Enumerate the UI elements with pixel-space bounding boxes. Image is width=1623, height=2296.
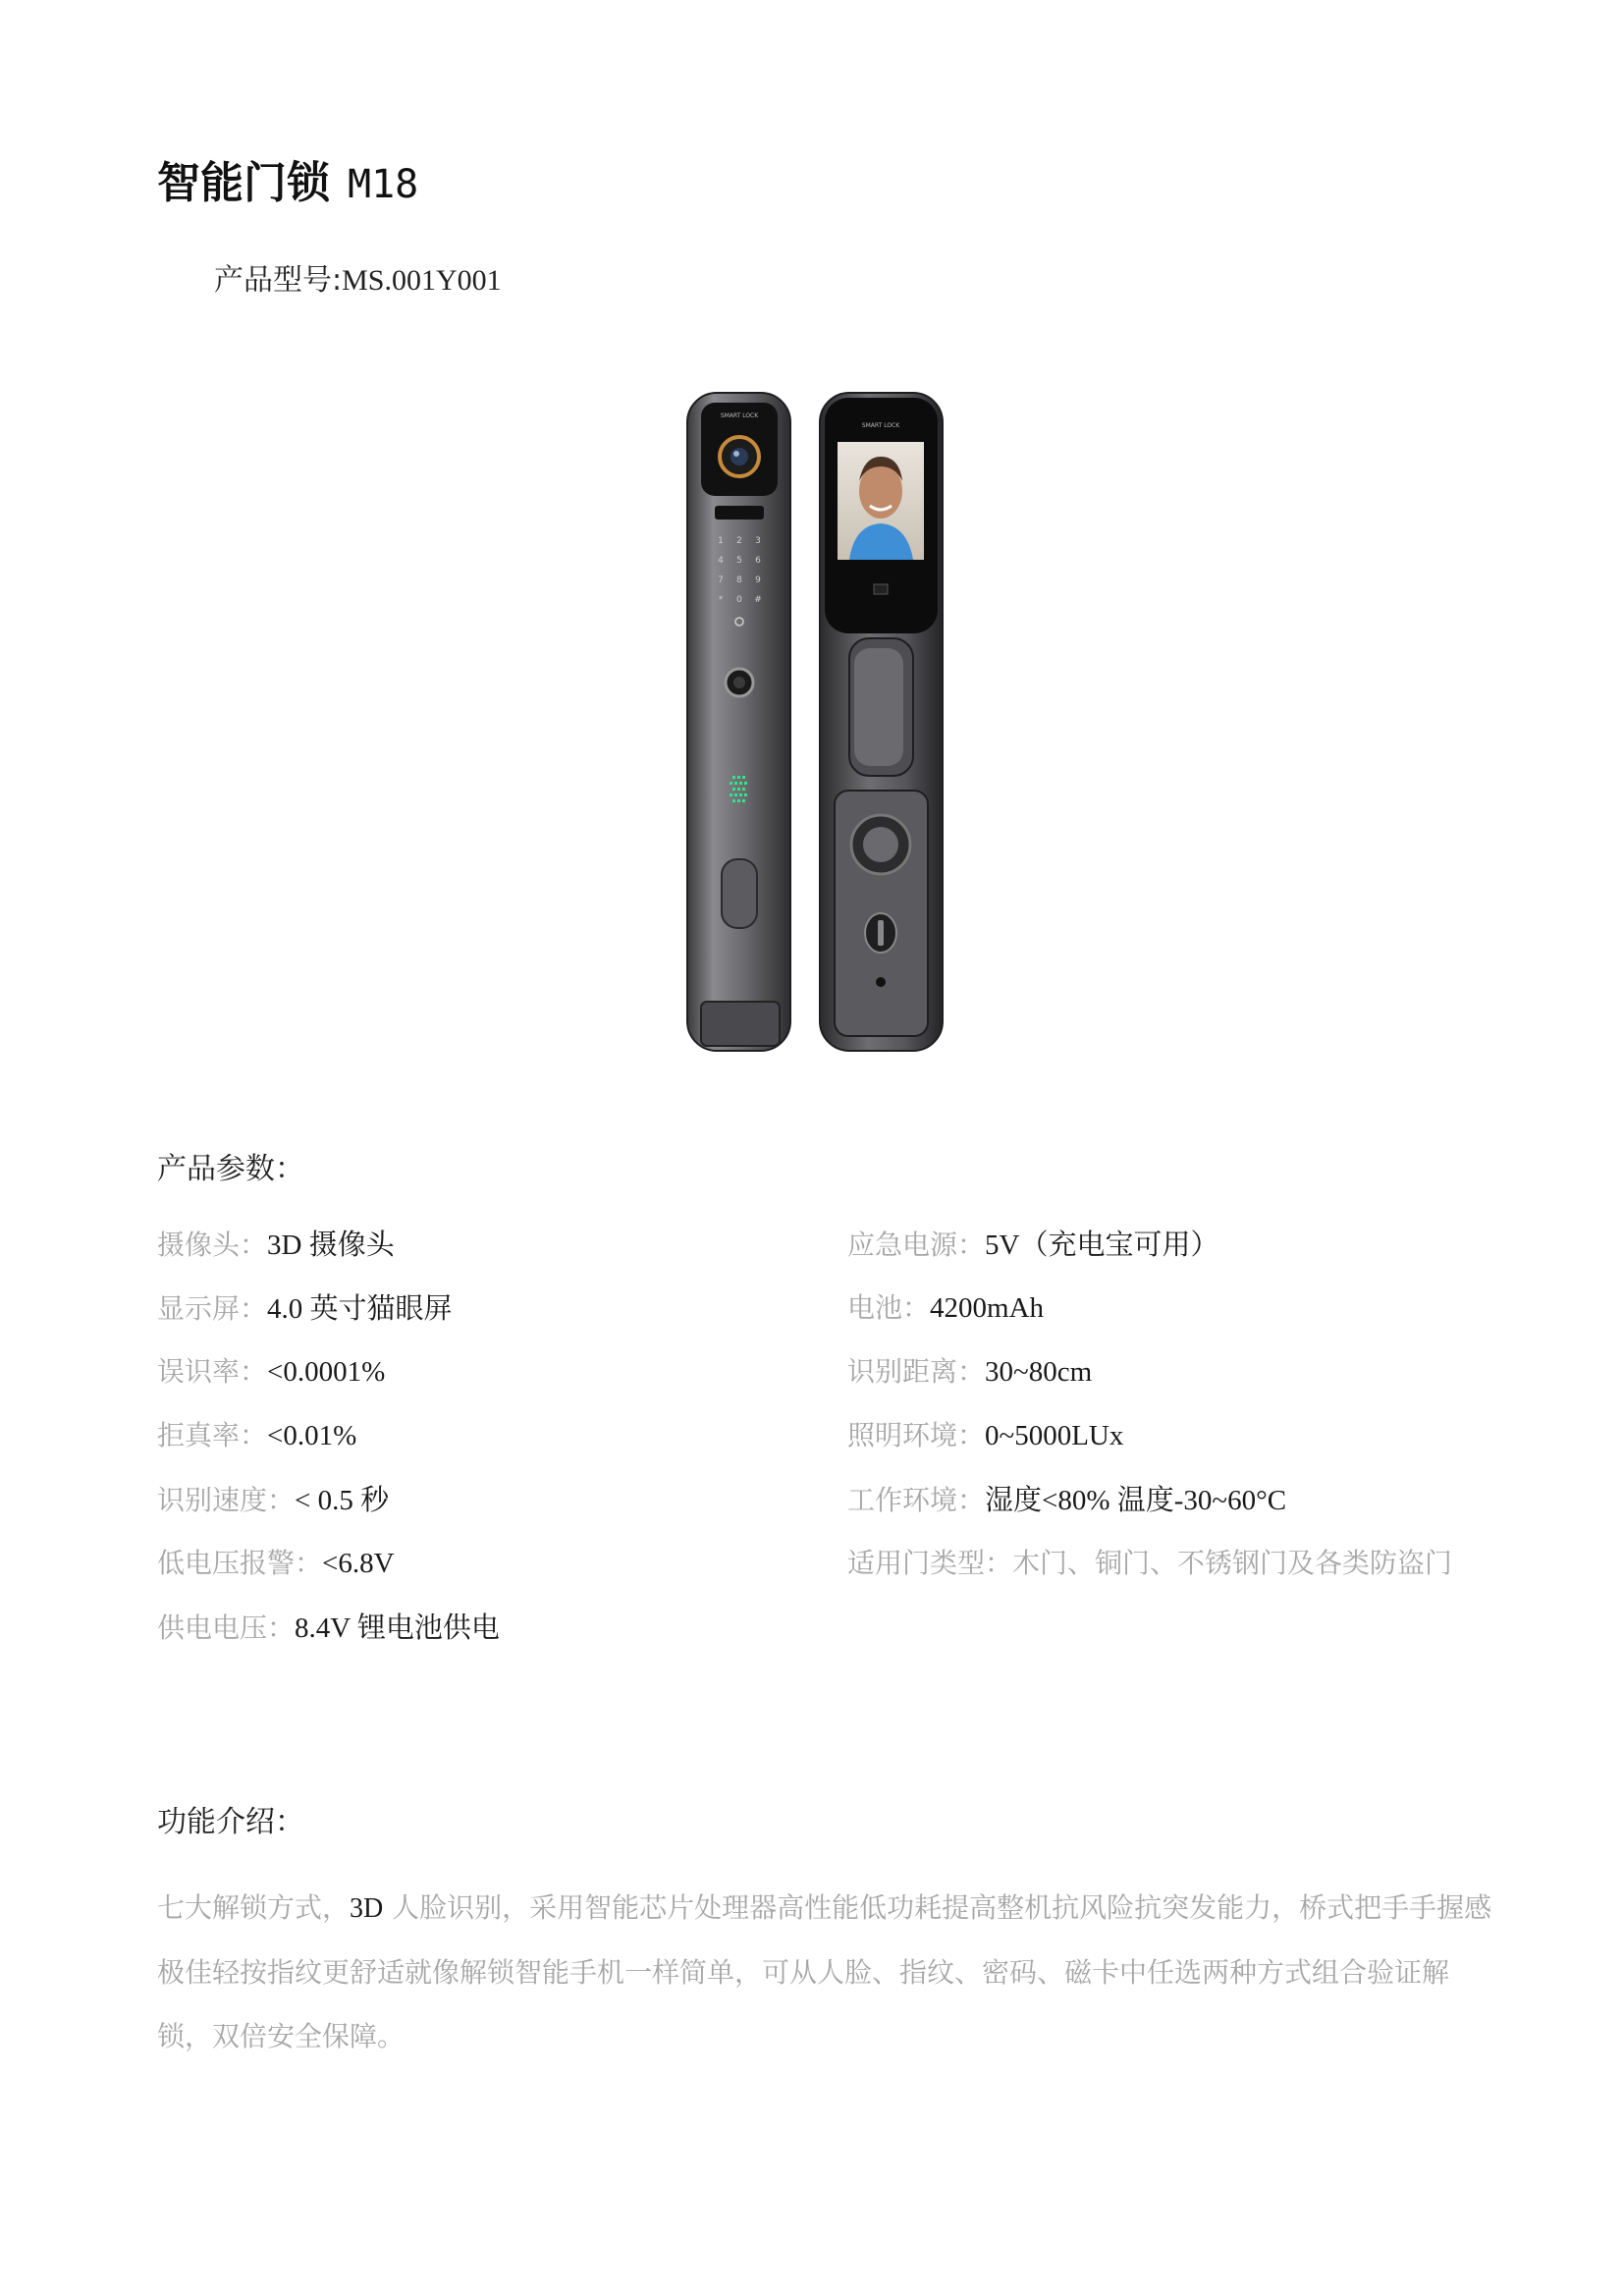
right-brand-label: SMART LOCK (861, 422, 900, 429)
svg-text:6: 6 (755, 556, 761, 566)
params-heading: 产品参数： (157, 1152, 304, 1186)
svg-text:*: * (718, 595, 724, 605)
param-camera: 摄像头：3D 摄像头 (157, 1229, 395, 1261)
param-battery: 电池：4200mAh (847, 1291, 1045, 1324)
svg-text:8: 8 (736, 575, 742, 585)
svg-text:5: 5 (736, 556, 742, 566)
inner-lock-panel (820, 393, 943, 1051)
model-number-label: 产品型号: (214, 263, 343, 298)
param-door-types: 适用门类型：木门、铜门、不锈钢门及各类防盗门 (847, 1547, 1453, 1579)
svg-text:9: 9 (755, 575, 761, 585)
left-brand-label: SMART LOCK (720, 412, 759, 419)
param-false-accept-rate: 误识率：<0.0001% (157, 1355, 386, 1388)
svg-text:2: 2 (736, 536, 742, 546)
svg-text:#: # (754, 595, 762, 605)
param-display: 显示屏：4.0 英寸猫眼屏 (157, 1292, 453, 1325)
model-number-value: MS.001Y001 (342, 264, 502, 297)
features-heading: 功能介绍： (157, 1805, 304, 1839)
param-low-voltage-alarm: 低电压报警：<6.8V (157, 1547, 395, 1579)
smart-lock-product-image (677, 388, 952, 1056)
param-recognition-speed: 识别速度：< 0.5 秒 (157, 1484, 390, 1516)
model-number-line (214, 255, 502, 299)
param-lighting-environment: 照明环境：0~5000LUx (847, 1419, 1124, 1451)
svg-text:3: 3 (755, 536, 761, 546)
svg-text:0: 0 (736, 595, 742, 605)
document-title (157, 147, 418, 210)
product-model: M18 (348, 162, 419, 207)
front-lock-panel (687, 393, 790, 1051)
param-recognition-distance: 识别距离：30~80cm (847, 1355, 1093, 1388)
param-false-reject-rate: 拒真率：<0.01% (157, 1419, 357, 1451)
svg-text:7: 7 (718, 575, 724, 585)
param-working-environment: 工作环境：湿度<80% 温度-30~60°C (847, 1484, 1287, 1516)
param-emergency-power: 应急电源：5V（充电宝可用） (847, 1229, 1219, 1261)
svg-text:4: 4 (718, 556, 724, 566)
features-description: 七大解锁方式，3D 人脸识别，采用智能芯片处理器高性能低功耗提高整机抗风险抗突发能力，桥式把手手握感极佳轻按指纹更舒适就像解锁智能手机一样简单，可从人脸、指纹、密码、磁卡中任选两种方式组合验证解锁，双倍安全保障。 (157, 1891, 1492, 2052)
svg-text:1: 1 (718, 536, 724, 546)
product-name: 智能门锁 (157, 158, 330, 208)
param-supply-voltage: 供电电压：8.4V 锂电池供电 (157, 1612, 500, 1644)
